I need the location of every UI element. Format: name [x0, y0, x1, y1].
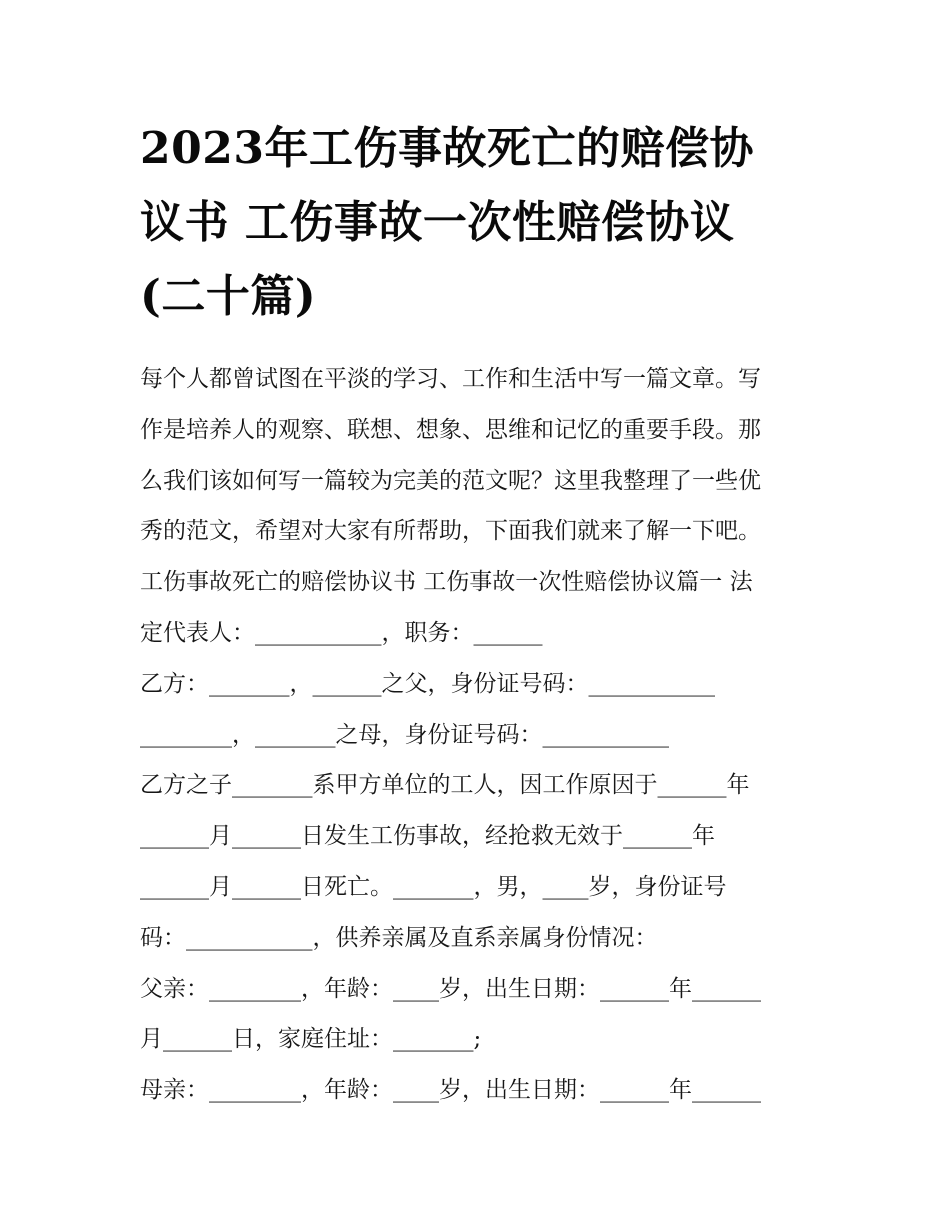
document-title [140, 112, 820, 334]
body-line: 工伤事故死亡的赔偿协议书 工伤事故一次性赔偿协议篇一 法 [140, 569, 753, 596]
body-line: 秀的范文，希望对大家有所帮助，下面我们就来了解一下吧。 [140, 518, 761, 545]
body-line: 定代表人：___________，职务：______ [140, 619, 543, 646]
body-line: 乙方之子_______系甲方单位的工人，因工作原因于______年 [140, 772, 750, 799]
body-line: 每个人都曾试图在平淡的学习、工作和生活中写一篇文章。写 [140, 366, 761, 392]
title-line: 2023年工伤事故死亡的赔偿协 [140, 123, 754, 174]
body-line: 作是培养人的观察、联想、想象、思维和记忆的重要手段。那 [140, 416, 761, 443]
body-line: 乙方：_______，______之父，身份证号码：___________ [140, 670, 715, 697]
title-line: 议书 工伤事故一次性赔偿协议 [140, 197, 735, 248]
body-line: ________，_______之母，身份证号码：___________ [140, 721, 669, 748]
body-line: 月______日，家庭住址：_______; [140, 1026, 482, 1053]
body-line: 么我们该如何写一篇较为完美的范文呢？这里我整理了一些优 [140, 467, 761, 494]
document-body [140, 354, 820, 1116]
body-line: ______月______日发生工伤事故，经抢救无效于______年 [140, 823, 715, 850]
document-page [140, 112, 820, 1116]
body-line: 码：___________，供养亲属及直系亲属身份情况： [140, 924, 658, 951]
body-line: 父亲：________，年龄：____岁，出生日期：______年______ [140, 975, 761, 1002]
body-line: 母亲：________，年龄：____岁，出生日期：______年______ [140, 1077, 761, 1104]
title-line: (二十篇) [140, 271, 317, 322]
body-line: ______月______日死亡。_______，男，____岁，身份证号 [140, 873, 727, 900]
